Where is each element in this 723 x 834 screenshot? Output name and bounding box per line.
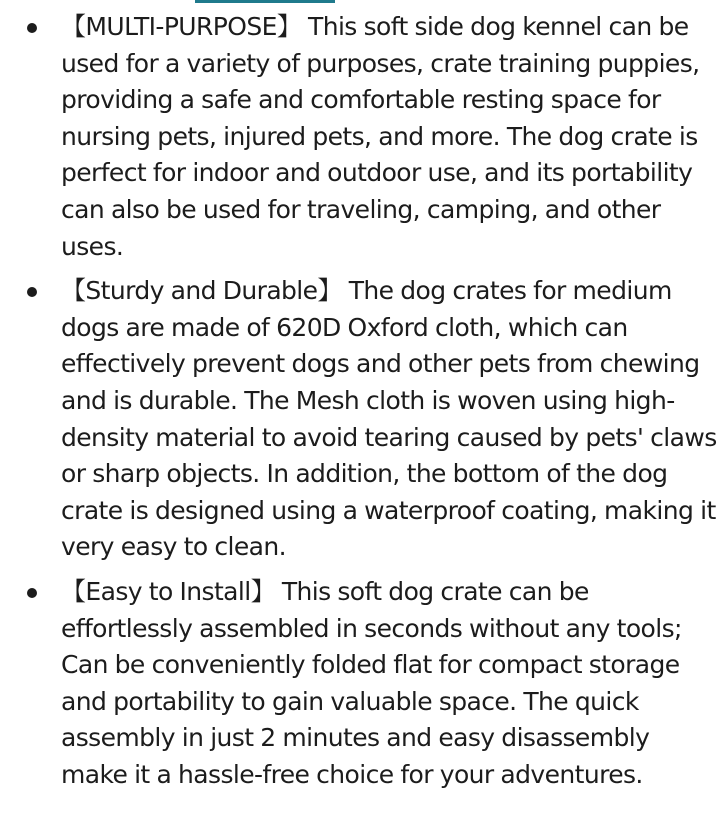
feature-text: This soft side dog kennel can be used for a variety of purposes, crate training puppies, providing a safe and comfortable resting space for nursing pets, injured pets, and more. The dog crate is perfect for indoor and outdoor use, and its portability can also be used for traveling, camping, and other uses. [61, 12, 700, 261]
bullet-dot-icon [27, 588, 37, 598]
feature-heading: 【Sturdy and Durable】 [61, 276, 342, 306]
bullet-dot-icon [27, 287, 37, 297]
feature-sturdy-durable [0, 273, 723, 566]
feature-heading: 【Easy to Install】 [61, 576, 275, 606]
feature-text: This soft dog crate can be effortlessly assembled in seconds without any tools; Can be conveniently folded flat for compact storage and portability to gain valuable space. The quick assembly in just 2 minutes and easy disassembly make it a hassle-free choice for your adventures. [61, 576, 682, 789]
feature-multi-purpose [0, 9, 723, 265]
feature-easy-install [0, 574, 723, 794]
top-accent-bar [195, 0, 335, 3]
bullet-dot-icon [27, 23, 37, 33]
feature-text: The dog crates for medium dogs are made of 620D Oxford cloth, which can effectively prevent dogs and other pets from chewing and is durable. The Mesh cloth is woven using high-density material to avoid tearing caused by pets' claws or sharp objects. In addition, the bottom of the dog crate is designed using a waterproof coating, making it very easy to clean. [61, 276, 717, 562]
feature-heading: 【MULTI-PURPOSE】 [61, 12, 302, 41]
feature-bullet-list [0, 9, 723, 801]
